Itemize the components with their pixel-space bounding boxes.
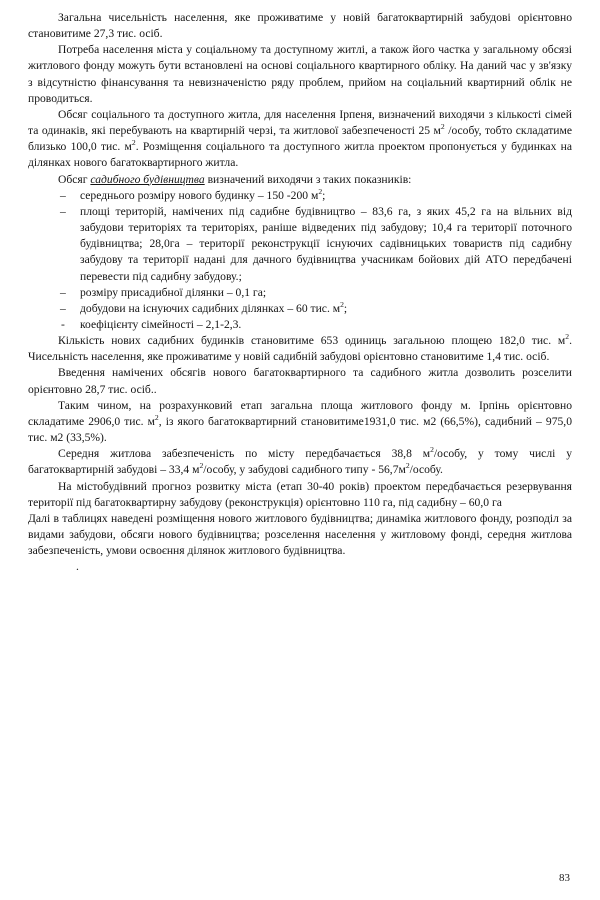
paragraph-population-total: Загальна чисельність населення, яке проживатиме у новій багатоквартирній забудові орієнтовно становитиме 27,3 тис. осіб. — [28, 11, 572, 41]
list-item-text-part1: розміру присадибної ділянки – 0,1 га; — [80, 285, 267, 299]
paragraph-manor-houses-part1: Кількість нових садибних будинків становитиме 653 одиниць загальною площею 182,0 тис. м — [58, 334, 566, 348]
superscript-square-meters: 2 — [565, 332, 570, 342]
paragraph-resettlement: Введення намічених обсягів нового багатоквартирного та садибного житла дозволить розселити орієнтовно 28,7 тис. осіб.. — [28, 366, 572, 396]
paragraph-average-housing-provision — [28, 446, 572, 478]
paragraph-new-manor-houses-count — [28, 333, 572, 365]
bullet-dash-marker: – — [60, 301, 66, 315]
list-item — [28, 317, 572, 333]
list-item-text-part2: ; — [343, 301, 348, 315]
list-item-text-part1: добудови на існуючих садибних ділянках – 60 тис. м — [80, 301, 341, 315]
paragraph-housing-fund-part2: , із якого багатоквартирний становитиме1931,0 тис. м2 (66,5%), садибний – 975,0 тис. м2 (33,5%). — [28, 414, 572, 445]
paragraph-manor-houses-part2: . Чисельність населення, яке проживатиме у новій садибній забудові орієнтовно становитиме 1,4 тис. осіб. — [28, 334, 572, 364]
bullet-hyphen-marker: - — [61, 317, 65, 331]
lead-in-text-before: Обсяг — [58, 172, 91, 186]
superscript-square-meters-1: 2 — [440, 122, 445, 132]
superscript-square-meters: 2 — [154, 413, 159, 423]
paragraph-provision-part1: Середня житлова забезпеченість по місту передбачається 38,8 м — [58, 447, 431, 461]
paragraph-tables-intro: Далі в таблицях наведені розміщення нового житлового будівництва; динаміка житлового фонду, розподіл за видами забудови, обсяги нового будівництва; розселення населення у житловому фонді, середня житлова забезпеченість, умови освоєння ділянок житлового будівництва. — [28, 511, 572, 558]
manor-construction-indicator-list — [28, 188, 572, 333]
list-item — [28, 285, 572, 301]
paragraph-provision-part2: /особу, у тому числі у багатоквартирній забудові – 33,4 м — [28, 447, 572, 477]
paragraph-total-housing-fund — [28, 398, 572, 446]
page-number: 83 — [559, 872, 570, 884]
paragraph-social-housing-volume-part2: /особу, тобто складатиме близько 100,0 тис. м — [28, 124, 572, 154]
lead-in-text-after: визначений виходячи з таких показників: — [204, 172, 412, 186]
list-item — [28, 188, 572, 204]
bullet-dash-marker: – — [60, 285, 66, 299]
list-item-text-part2: ; — [322, 188, 326, 202]
list-item — [28, 301, 572, 317]
list-item-text-part1: середнього розміру нового будинку – 150 -200 м — [80, 188, 319, 202]
superscript-square-meters-2: 2 — [199, 461, 204, 471]
paragraph-urban-forecast-reserve: На містобудівний прогноз розвитку міста (етап 30-40 років) проектом передбачається резервування території під багатоквартирну забудову (реконструкція) орієнтовно 110 га, під садибну – 60,0 га — [28, 479, 572, 509]
superscript-square-meters-2: 2 — [131, 138, 136, 148]
superscript-square-meters-1: 2 — [430, 445, 434, 455]
paragraph-social-housing-volume-part1: Обсяг соціального та доступного житла, для населення Ірпеня, визначений виходячи з кількості сімей та одинаків, які перебувають на квартирній черзі, та житлової забезпеченості 25 м — [28, 107, 572, 138]
list-item-text-part1: коефіцієнту сімейності – 2,1-2,3. — [80, 317, 242, 331]
lead-in-emphasis-manor-construction: садибного будівництва — [90, 172, 205, 186]
paragraph-provision-part3: /особу, у забудові садибного типу - 56,7м — [203, 463, 406, 477]
list-item-text-part1: площі територій, намічених під садибне будівництво – 83,6 га, з яких 45,2 га на вільних від забудови територіях та територіях, раніше відведених під забудову; 10,4 га території поточного будівництва; 28,0га – території реконструкції існуючих садівницьких товариств під садибну забудову та території надані для дачного будівництва учасникам бойових дій АТО передбачені перевести під садибну забудову.; — [80, 204, 572, 283]
paragraph-housing-fund-part1: Таким чином, на розрахунковий етап загальна площа житлового фонду м. Ірпінь орієнтовно складатиме 2906,0 тис. м — [28, 398, 572, 428]
list-item — [28, 204, 572, 285]
document-body — [28, 10, 572, 575]
superscript-square-meters: 2 — [318, 186, 323, 196]
trailing-mark: . — [76, 560, 79, 574]
superscript-square-meters: 2 — [340, 299, 344, 309]
paragraph-provision-part4: /особу. — [409, 463, 443, 477]
list-lead-in-manor-construction — [28, 172, 572, 188]
paragraph-social-housing-need: Потреба населення міста у соціальному та доступному житлі, а також його частка у загальному обсязі житлового фонду можуть бути встановлені на основі соціального квартирного обліку. На даний час у зв'язку з відсутністю фінансування та невизначеністю ряду проблем, прийом на соціальний квартирний облік не проводиться. — [28, 43, 572, 105]
superscript-square-meters-3: 2 — [405, 461, 410, 471]
paragraph-social-housing-volume — [28, 107, 572, 172]
bullet-dash-marker: – — [60, 188, 66, 202]
bullet-dash-marker: – — [60, 204, 66, 218]
paragraph-social-housing-volume-part3: . Розміщення соціального та доступного житла проектом пропонується у будинках на ділянках нового багатоквартирного житла. — [28, 140, 572, 170]
